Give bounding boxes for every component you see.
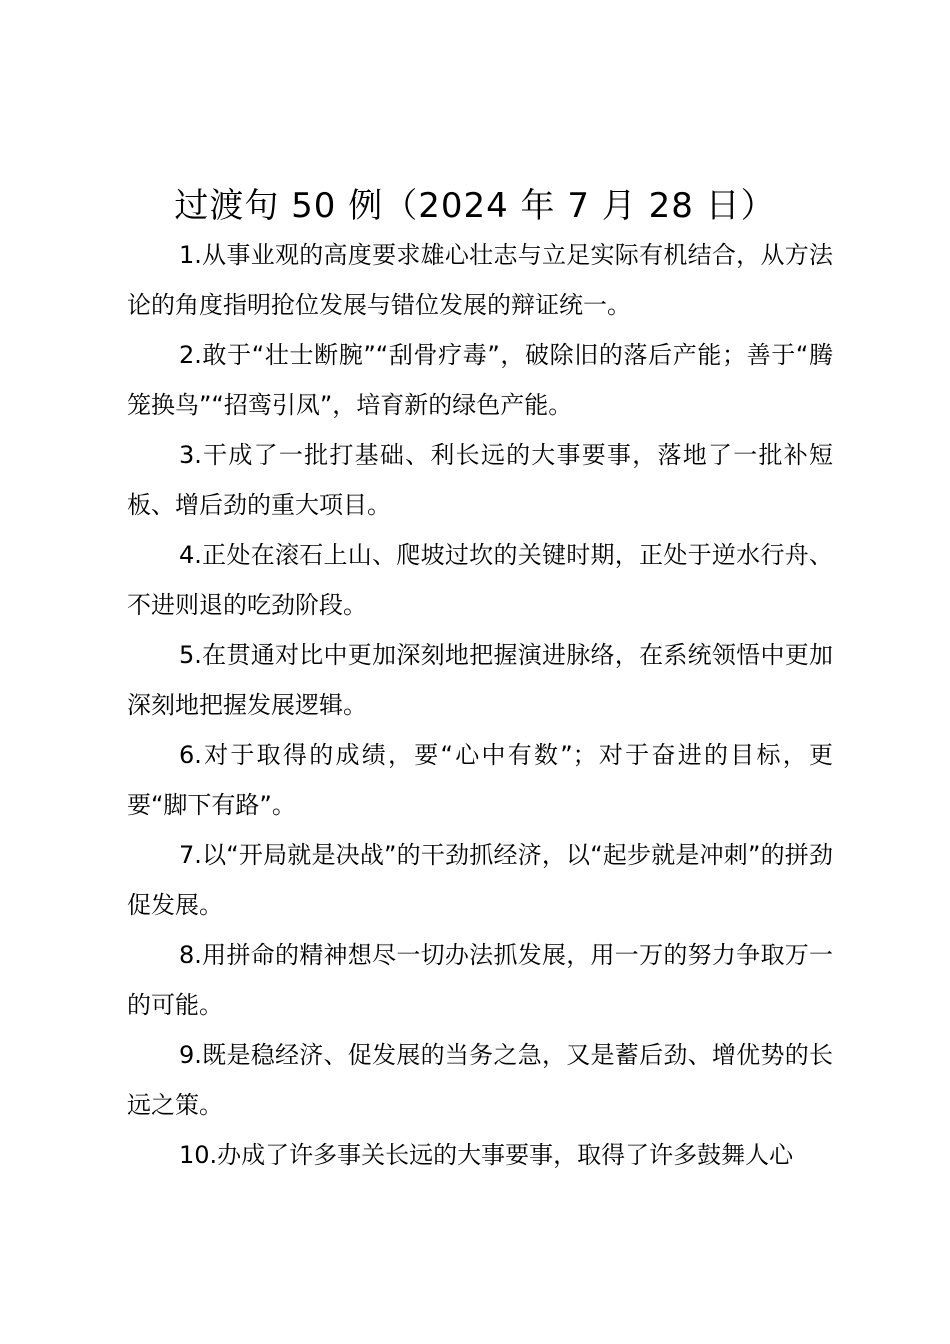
paragraph-1: 1.从事业观的高度要求雄心壮志与立足实际有机结合，从方法论的角度指明抢位发展与错位发展的辩证统一。 — [127, 241, 833, 319]
document-body — [127, 230, 833, 1180]
paragraph-4: 4.正处在滚石上山、爬坡过坎的关键时期，正处于逆水行舟、不进则退的吃劲阶段。 — [127, 541, 833, 619]
paragraph-3: 3.干成了一批打基础、利长远的大事要事，落地了一批补短板、增后劲的重大项目。 — [127, 441, 833, 519]
paragraph-5: 5.在贯通对比中更加深刻地把握演进脉络，在系统领悟中更加深刻地把握发展逻辑。 — [127, 641, 833, 719]
document-title: 过渡句 50 例（2024 年 7 月 28 日） — [174, 186, 776, 226]
paragraph-10: 10.办成了许多事关长远的大事要事，取得了许多鼓舞人心 — [179, 1141, 794, 1169]
paragraph-7: 7.以“开局就是决战”的干劲抓经济，以“起步就是冲刺”的拼劲促发展。 — [127, 841, 833, 919]
paragraph-6: 6.对于取得的成绩，要“心中有数”；对于奋进的目标，更要“脚下有路”。 — [127, 741, 833, 819]
paragraph-2: 2.敢于“壮士断腕”“刮骨疗毒”，破除旧的落后产能；善于“腾笼换鸟”“招鸾引凤”，培育新的绿色产能。 — [127, 341, 833, 419]
paragraph-9: 9.既是稳经济、促发展的当务之急，又是蓄后劲、增优势的长远之策。 — [127, 1041, 833, 1119]
paragraph-8: 8.用拼命的精神想尽一切办法抓发展，用一万的努力争取万一的可能。 — [127, 941, 833, 1019]
